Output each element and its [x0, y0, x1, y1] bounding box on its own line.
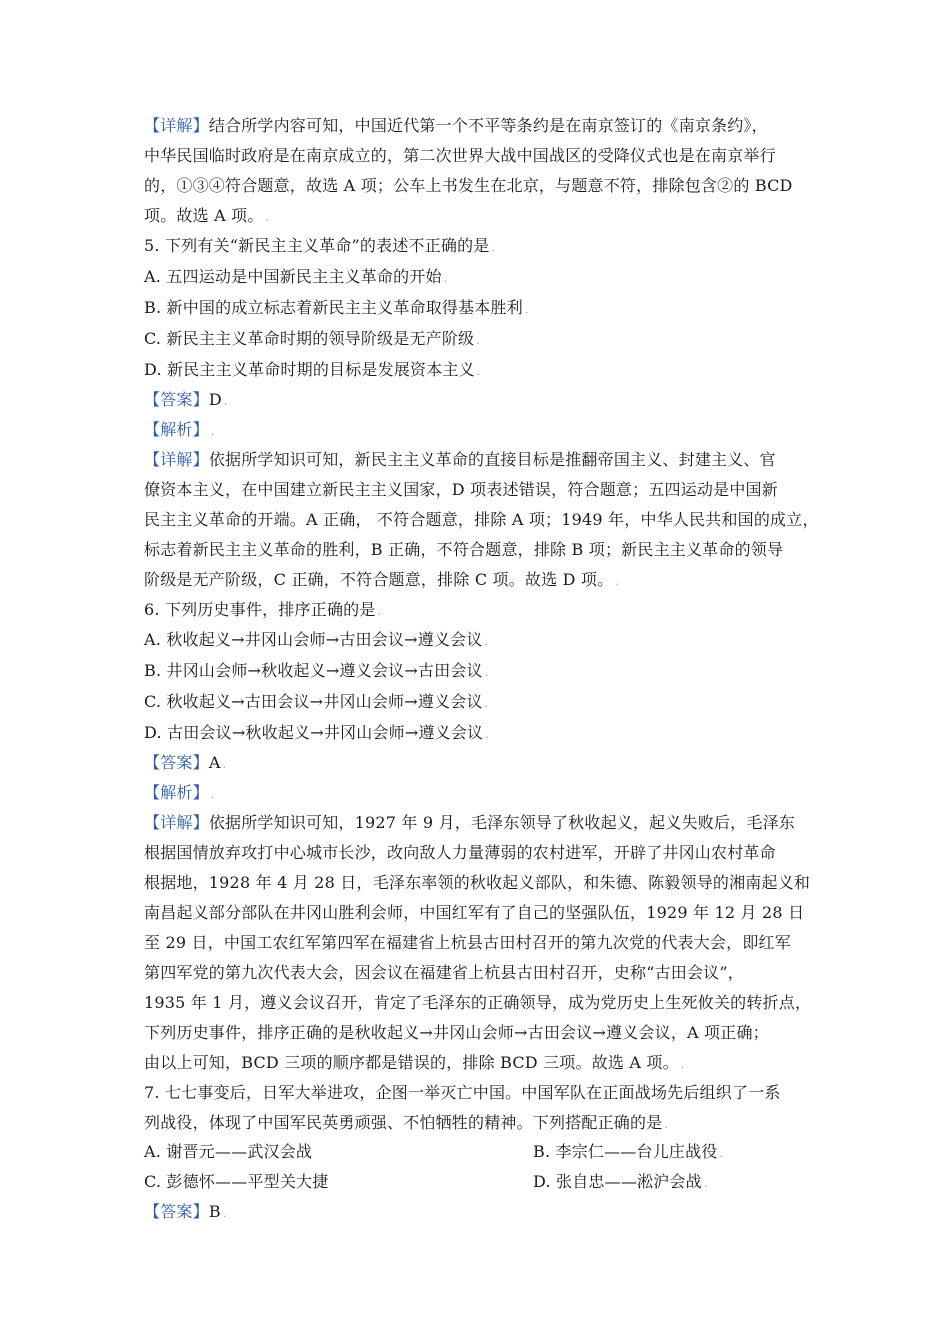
- q6-detail-line-3: 根据地，1928 年 4 月 28 日，毛泽东率领的秋收起义部队，和朱德、陈毅领导的湘南起义和: [144, 873, 811, 892]
- q7-option-c: C. 彭德怀——平型关大捷: [144, 1172, 329, 1191]
- q5-option-d: D. 新民主主义革命时期的目标是发展资本主义 .: [144, 360, 481, 379]
- q7-option-b-wrap: B. 李宗仁——台儿庄战役 .: [533, 1142, 724, 1161]
- q4-detail-line-3: 的，①③④符合题意，故选 A 项；公车上书发生在北京，与题意不符，排除包含②的 BCD: [144, 176, 793, 195]
- q7-option-b: B. 李宗仁——台儿庄战役: [533, 1142, 718, 1161]
- q6-detail-line-5: 至 29 日，中国工农红军第四军在福建省上杭县古田村召开的第九次党的代表大会，即红军: [144, 933, 791, 952]
- q6-detail-line-1: 【详解】依据所学知识可知，1927 年 9 月，毛泽东领导了秋收起义，起义失败后，毛泽东: [144, 813, 795, 832]
- q5-detail-line-4: 标志着新民主主义革命的胜利，B 正确，不符合题意，排除 B 项；新民主主义革命的领导: [144, 540, 784, 559]
- q5-detail-line-3: 民主主义革命的开端。A 正确， 不符合题意，排除 A 项；1949 年，中华人民共和国的成立，: [144, 510, 819, 529]
- q6-detail-line-6: 第四军党的第九次代表大会，因会议在福建省上杭县古田村召开，史称“古田会议”，: [144, 963, 744, 982]
- q6-detail-line-4: 南昌起义部分部队在井冈山胜利会师，中国红军有了自己的坚强队伍，1929 年 12 月 28 日: [144, 903, 805, 922]
- q6-detail-line-2: 根据国情放弃攻打中心城市长沙，改向敌人力量薄弱的农村进军，开辟了井冈山农村革命: [144, 843, 776, 862]
- q6-option-d: D. 古田会议→秋收起义→井冈山会师→遵义会议 .: [144, 723, 489, 742]
- q5-answer: 【答案】D .: [144, 390, 228, 409]
- q5-option-a: A. 五四运动是中国新民主主义革命的开始 .: [144, 267, 448, 286]
- q6-detail-line-8: 下列历史事件，排序正确的是秋收起义→井冈山会师→古田会议→遵义会议，A 项正确；: [144, 1023, 769, 1042]
- q5-option-c: C. 新民主主义革命时期的领导阶级是无产阶级 .: [144, 329, 480, 348]
- q7-option-d-wrap: D. 张自忠——淞沪会战 .: [533, 1172, 708, 1191]
- q6-option-a: A. 秋收起义→井冈山会师→古田会议→遵义会议 .: [144, 630, 489, 649]
- q7-answer: 【答案】B .: [144, 1202, 227, 1221]
- q5-option-b: B. 新中国的成立标志着新民主主义革命取得基本胜利 .: [144, 298, 529, 317]
- q7-options-row-1: [144, 1140, 312, 1164]
- q6-answer: 【答案】A .: [144, 753, 227, 772]
- q7-stem-line-2: 列战役，体现了中国军民英勇顽强、不怕牺牲的精神。下列搭配正确的是 .: [144, 1113, 669, 1132]
- q7-option-a: A. 谢晋元——武汉会战: [144, 1142, 313, 1161]
- q7-options-row-2: [144, 1170, 328, 1194]
- q5-stem: 5. 下列有关“新民主主义革命”的表述不正确的是 .: [144, 236, 496, 255]
- q4-detail-line-4: 项。故选 A 项。 .: [144, 206, 270, 225]
- q6-detail-line-9: 由以上可知，BCD 三项的顺序都是错误的，排除 BCD 三项。故选 A 项。 .: [144, 1053, 685, 1072]
- q5-detail-line-1: 【详解】依据所学知识可知，新民主主义革命的直接目标是推翻帝国主义、封建主义、官: [144, 450, 776, 469]
- q6-option-b: B. 井冈山会师→秋收起义→遵义会议→古田会议 .: [144, 661, 489, 680]
- q5-analysis: 【解析】 .: [144, 420, 215, 439]
- q6-option-c: C. 秋收起义→古田会议→井冈山会师→遵义会议 .: [144, 692, 489, 711]
- q7-stem-line-1: 7. 七七事变后，日军大举进攻，企图一举灭亡中国。中国军队在正面战场先后组织了一系: [144, 1083, 781, 1102]
- q7-option-d: D. 张自忠——淞沪会战: [533, 1172, 702, 1191]
- q5-detail-line-2: 僚资本主义，在中国建立新民主主义国家，D 项表述错误，符合题意；五四运动是中国新: [144, 480, 778, 499]
- q4-detail-line-1: 【详解】结合所学内容可知，中国近代第一个不平等条约是在南京签订的《南京条约》，: [144, 116, 768, 135]
- q6-stem: 6. 下列历史事件，排序正确的是 .: [144, 600, 382, 619]
- q6-analysis: 【解析】 .: [144, 783, 215, 802]
- q4-detail-line-2: 中华民国临时政府是在南京成立的，第二次世界大战中国战区的受降仪式也是在南京举行: [144, 146, 776, 165]
- q5-detail-line-5: 阶级是无产阶级，C 正确，不符合题意，排除 C 项。故选 D 项。 .: [144, 570, 620, 589]
- q6-detail-line-7: 1935 年 1 月，遵义会议召开，肯定了毛泽东的正确领导，成为党历史上生死攸关的转折点，: [144, 993, 812, 1012]
